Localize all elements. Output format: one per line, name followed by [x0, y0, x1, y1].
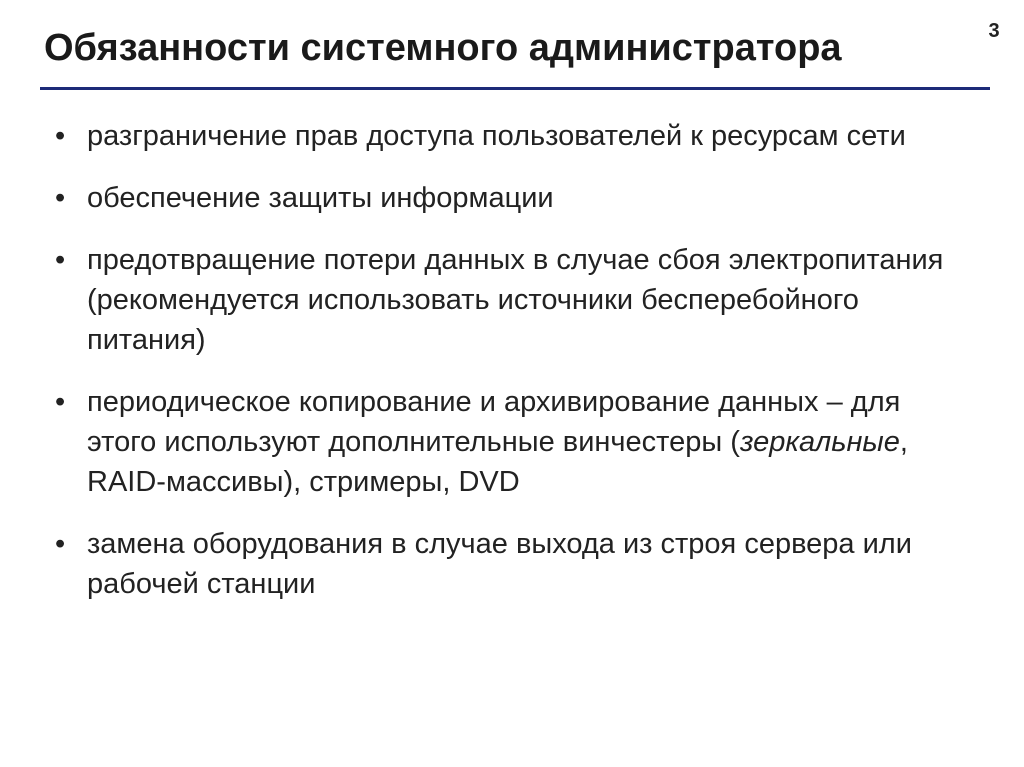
- slide-title: Обязанности системного администратора: [44, 27, 842, 69]
- bullet-text-part: периодическое копирование и архивирование данных – для этого используют дополнительные винчестеры (: [87, 386, 901, 458]
- bullet-list: [55, 116, 975, 626]
- bullet-item: [55, 240, 975, 360]
- bullet-item: [55, 382, 975, 502]
- bullet-marker-icon: •: [55, 120, 66, 152]
- bullet-item: [55, 178, 975, 218]
- bullet-text-italic: зеркальные: [739, 426, 900, 458]
- title-underline: [40, 87, 990, 90]
- bullet-text: обеспечение защиты информации: [87, 182, 554, 214]
- bullet-text: разграничение прав доступа пользователей к ресурсам сети: [87, 120, 906, 152]
- bullet-marker-icon: •: [55, 244, 66, 276]
- bullet-marker-icon: •: [55, 386, 66, 418]
- bullet-marker-icon: •: [55, 182, 66, 214]
- bullet-text-part: , RAID-массивы), стримеры, DVD: [87, 426, 908, 498]
- bullet-text: замена оборудования в случае выхода из строя сервера или рабочей станции: [87, 528, 912, 600]
- bullet-marker-icon: •: [55, 528, 66, 560]
- bullet-item: [55, 524, 975, 604]
- bullet-item: [55, 116, 975, 156]
- bullet-text: [87, 382, 975, 502]
- bullet-text: предотвращение потери данных в случае сбоя электропитания (рекомендуется использовать источники бесперебойного питания): [87, 244, 944, 356]
- page-number: 3: [988, 20, 1000, 42]
